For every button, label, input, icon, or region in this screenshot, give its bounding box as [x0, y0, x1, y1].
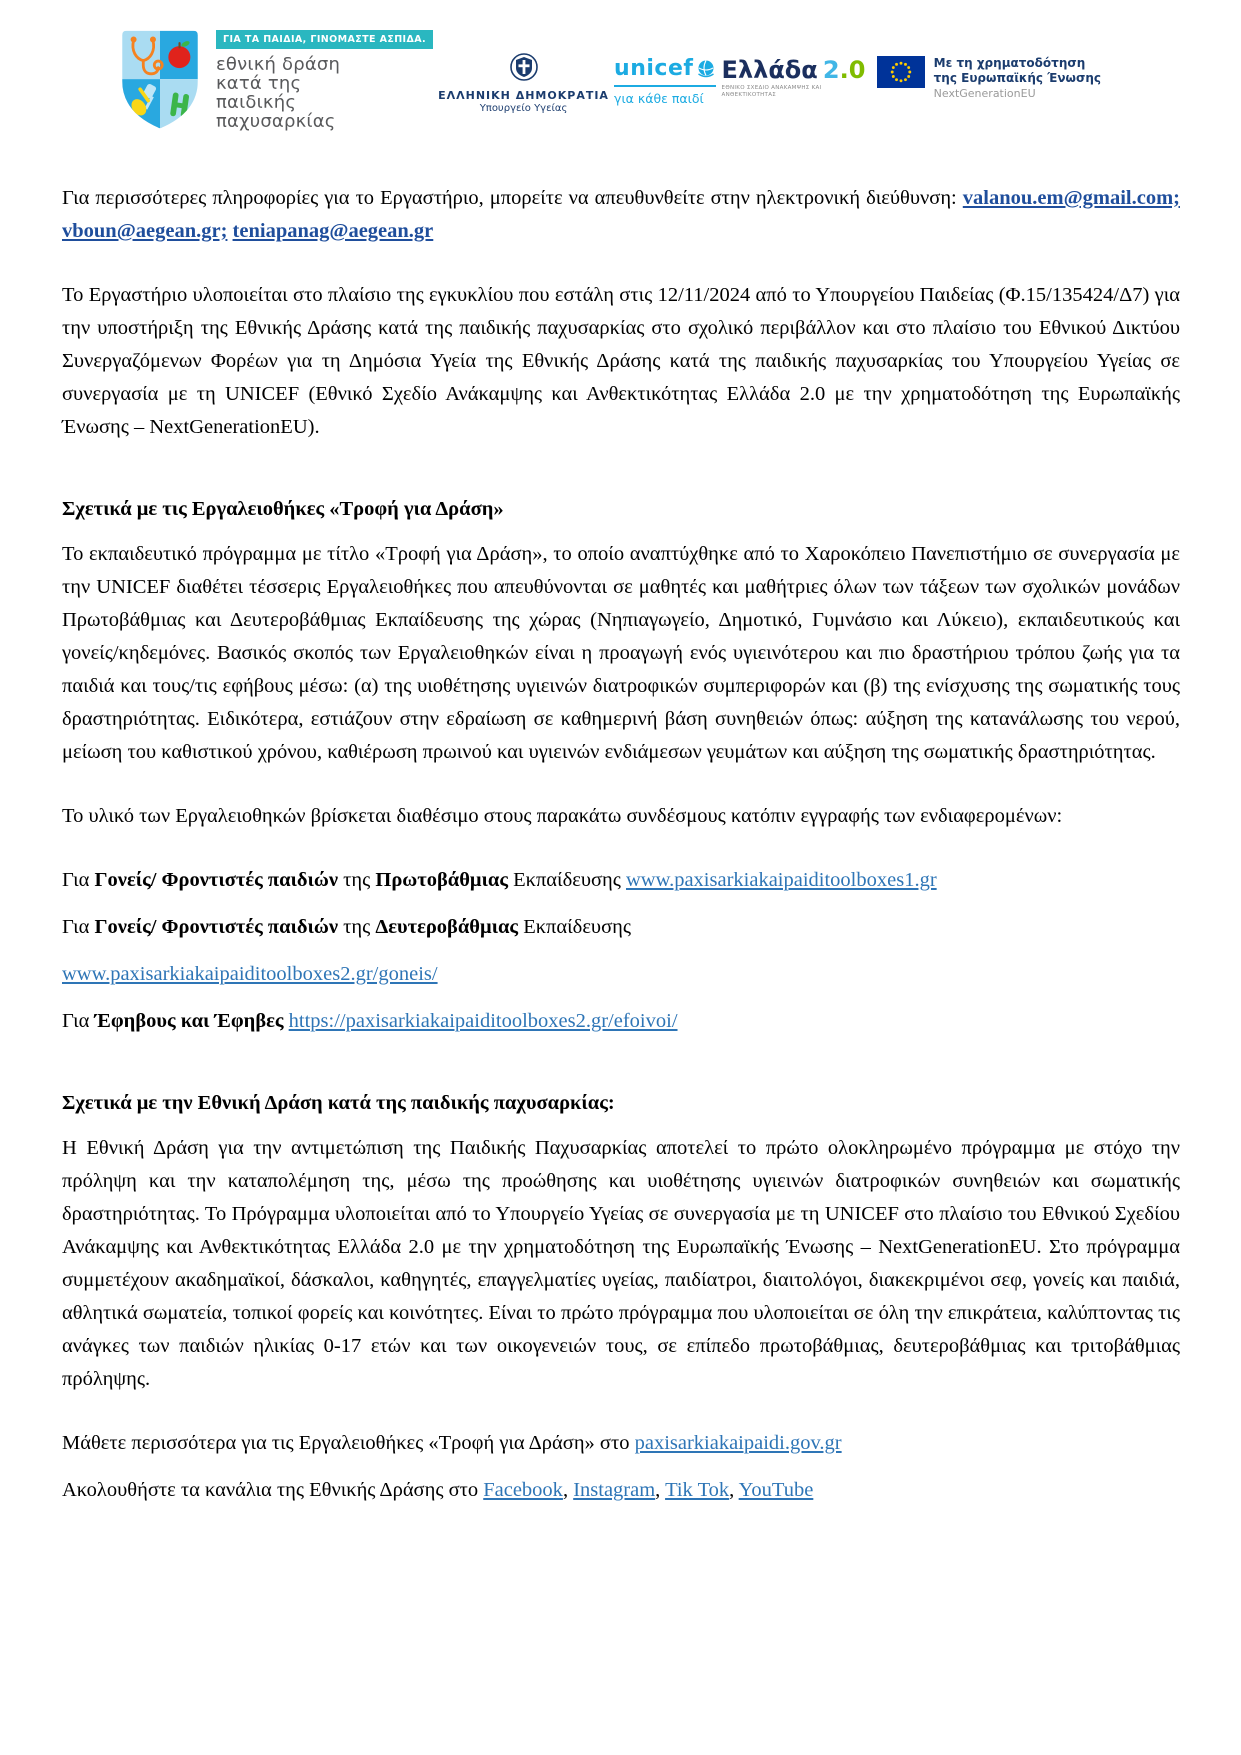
text-run: Εκπαίδευσης	[518, 916, 631, 938]
text-run: ,	[729, 1479, 739, 1501]
text-run: Πρωτοβάθμιας	[375, 869, 508, 891]
eu-funding-line2: της Ευρωπαϊκής Ένωσης	[933, 71, 1101, 85]
paragraph	[62, 1005, 1180, 1038]
text-run: Μάθετε περισσότερα για τις Εργαλειοθήκες «Τροφή για Δράση» στο	[62, 1432, 635, 1454]
paragraph	[62, 1427, 1180, 1460]
paragraph	[62, 279, 1180, 444]
hyperlink[interactable]: vboun@aegean.gr;	[62, 220, 228, 242]
hyperlink[interactable]: www.paxisarkiakaipaiditoolboxes2.gr/goneis/	[62, 963, 438, 985]
paragraph	[62, 1132, 1180, 1396]
text-run: Σχετικά με τις Εργαλειοθήκες «Τροφή για Δράση»	[62, 498, 504, 520]
national-action-logo	[116, 26, 433, 134]
text-run: Το υλικό των Εργαλειοθηκών βρίσκεται διαθέσιμο στους παρακάτω συνδέσμους κατόπιν εγγραφής των ενδιαφερομένων:	[62, 805, 1063, 827]
paragraph	[62, 911, 1180, 944]
eu-funding-logo	[877, 56, 1101, 101]
logo-title-line: εθνική δράση	[216, 54, 341, 75]
hyperlink[interactable]: Facebook	[483, 1479, 563, 1501]
text-run: Σχετικά με την Εθνική Δράση κατά της παιδικής παχυσαρκίας:	[62, 1092, 615, 1114]
shield-icon	[116, 26, 204, 134]
text-run: Το εκπαιδευτικό πρόγραμμα με τίτλο «Τροφή για Δράση», το οποίο αναπτύχθηκε από το Χαροκόπειο Πανεπιστήμιο σε συνεργασία με την UNICEF διαθέτει τέσσερις Εργαλειοθήκες που απευθύνονται σε μαθητές και μαθήτριες όλων των τάξεων των σχολικών μονάδων Πρωτοβάθμιας και Δευτεροβάθμιας Εκπαίδευσης της χώρας (Νηπιαγωγείο, Δημοτικό, Γυμνάσιο και Λύκειο), εκπαιδευτικούς και γονείς/κηδεμόνες. Βασικός σκοπός των Εργαλειοθηκών είναι η προαγωγή ενός υγιεινότερου και πιο δραστήριου τρόπου ζωής για τα παιδιά και τους/τις εφήβους μέσω: (α) της υιοθέτησης υγιεινών διατροφικών συμπεριφορών και (β) της ενίσχυσης της σωματικής τους δραστηριότητας. Ειδικότερα, εστιάζουν στην εδραίωση σε καθημερινή βάση συνηθειών όπως: αύξηση της κατανάλωσης του νερού, μείωση του καθιστικού χρόνου, καθιέρωση πρωινού και υγιεινών ενδιάμεσων γευμάτων και αύξηση της σωματικής δραστηριότητας.	[62, 543, 1180, 763]
section-heading	[62, 493, 1180, 526]
unicef-wordmark: unicef	[614, 56, 694, 81]
paragraph	[62, 538, 1180, 769]
hyperlink[interactable]: valanou.em@gmail.com;	[962, 187, 1180, 209]
text-run: Ακολουθήστε τα κανάλια της Εθνικής Δράσης στο	[62, 1479, 484, 1501]
logo-title-line: παιδικής	[216, 92, 297, 113]
text-run: της	[338, 916, 376, 938]
hyperlink[interactable]: YouTube	[738, 1479, 814, 1501]
hellenic-republic-emblem-icon	[509, 52, 539, 82]
unicef-tagline: για κάθε παιδί	[614, 91, 704, 106]
unicef-logo	[614, 56, 716, 106]
text-run: Γονείς/ Φροντιστές παιδιών	[94, 869, 339, 891]
ministry-subtitle: Υπουργείο Υγείας	[479, 103, 568, 114]
text-run: Γονείς/ Φροντιστές παιδιών	[94, 916, 339, 938]
ministry-name: ΕΛΛΗΝΙΚΗ ΔΗΜΟΚΡΑΤΙΑ	[438, 89, 609, 102]
greece20-wordmark: Ελλάδα	[721, 56, 818, 84]
hyperlink[interactable]: Tik Tok	[665, 1479, 730, 1501]
unicef-divider	[614, 85, 716, 87]
text-run: Για περισσότερες πληροφορίες για το Εργαστήριο, μπορείτε να απευθυνθείτε στην ηλεκτρονική διεύθυνση:	[62, 187, 963, 209]
text-run: Η Εθνική Δράση για την αντιμετώπιση της Παιδικής Παχυσαρκίας αποτελεί το πρώτο ολοκληρωμένο πρόγραμμα με στόχο την πρόληψη και την καταπολέμηση της, μέσω της προώθησης και υιοθέτησης υγιεινών διατροφικών συνηθειών και σωματικής δραστηριότητας. Το Πρόγραμμα υλοποιείται από το Υπουργείο Υγείας σε συνεργασία με τη UNICEF στο πλαίσιο του Εθνικού Σχεδίου Ανάκαμψης και Ανθεκτικότητας Ελλάδα 2.0 με την χρηματοδότηση της Ευρωπαϊκής Ένωσης – NextGenerationEU. Στο πρόγραμμα συμμετέχουν ακαδημαϊκοί, δάσκαλοι, καθηγητές, επαγγελματίες υγείας, παιδίατροι, διαιτολόγοι, διακεκριμένοι σεφ, γονείς και παιδιά, αθλητικά σωματεία, τοπικοί φορείς και κοινότητες. Είναι το πρώτο πρόγραμμα που υλοποιείται σε όλη την επικράτεια, καλύπτοντας τις ανάγκες των παιδιών ηλικίας 0-17 ετών και των οικογενειών τους, σε επίπεδο πρωτοβάθμιας, δευτεροβάθμιας και τριτοβάθμιας πρόληψης.	[62, 1137, 1180, 1390]
text-run: Έφηβους και Έφηβες	[94, 1010, 284, 1032]
text-run: Για	[62, 869, 95, 891]
ministry-of-health-logo	[438, 52, 609, 114]
text-run: της	[338, 869, 376, 891]
eu-flag-icon	[877, 56, 925, 88]
eu-funding-line3: NextGenerationEU	[933, 87, 1036, 100]
logo-title-line: κατά της	[216, 73, 302, 94]
paragraph	[62, 800, 1180, 833]
paragraph	[62, 864, 1180, 897]
hyperlink[interactable]: paxisarkiakaipaidi.gov.gr	[634, 1432, 842, 1454]
logo-banner-tagline: ΓΙΑ ΤΑ ΠΑΙΔΙΑ, ΓΙΝΟΜΑΣΤΕ ΑΣΠΙΔΑ.	[216, 30, 433, 49]
text-run: ,	[562, 1479, 574, 1501]
paragraph	[62, 1474, 1180, 1507]
document-header	[0, 0, 1241, 144]
greece-2-0-logo	[722, 56, 872, 99]
paragraph	[62, 182, 1180, 248]
text-run: Εκπαίδευσης	[507, 869, 626, 891]
document-body	[0, 144, 1241, 1507]
national-action-logo-text	[216, 26, 433, 134]
logo-title-line: παχυσαρκίας	[216, 111, 336, 132]
paragraph	[62, 958, 1180, 991]
text-run: Για	[62, 1010, 95, 1032]
text-run: Δευτεροβάθμιας	[375, 916, 519, 938]
eu-funding-line1: Με τη χρηματοδότηση	[933, 56, 1086, 70]
greece20-subtext: ΕΘΝΙΚΟ ΣΧΕΔΙΟ ΑΝΑΚΑΜΨΗΣ ΚΑΙ ΑΝΘΕΚΤΙΚΟΤΗΤΑΣ	[721, 85, 822, 98]
greece20-version-0: .0	[839, 56, 866, 84]
text-run: ,	[655, 1479, 666, 1501]
greece20-version-2: 2	[822, 56, 840, 84]
unicef-globe-icon	[696, 59, 716, 79]
text-run: Για	[62, 916, 95, 938]
hyperlink[interactable]: www.paxisarkiakaipaiditoolboxes1.gr	[626, 869, 937, 891]
hyperlink[interactable]: teniapanag@aegean.gr	[232, 220, 434, 242]
section-heading	[62, 1087, 1180, 1120]
text-run: Το Εργαστήριο υλοποιείται στο πλαίσιο της εγκυκλίου που εστάλη στις 12/11/2024 από το Υπουργείου Παιδείας (Φ.15/135424/Δ7) για την υποστήριξη της Εθνικής Δράσης κατά της παιδικής παχυσαρκίας στο σχολικό περιβάλλον και στο πλαίσιο του Εθνικού Δικτύου Συνεργαζόμενων Φορέων για τη Δημόσια Υγεία της Εθνικής Δράσης κατά της παιδικής παχυσαρκίας του Υπουργείου Υγείας σε συνεργασία με τη UNICEF (Εθνικό Σχεδίο Ανάκαμψης και Ανθεκτικότητας Ελλάδα 2.0 με την χρηματοδότηση της Ευρωπαϊκής Ένωσης – NextGenerationEU).	[62, 284, 1180, 438]
hyperlink[interactable]: https://paxisarkiakaipaiditoolboxes2.gr/efoivoi/	[288, 1010, 678, 1032]
hyperlink[interactable]: Instagram	[573, 1479, 656, 1501]
